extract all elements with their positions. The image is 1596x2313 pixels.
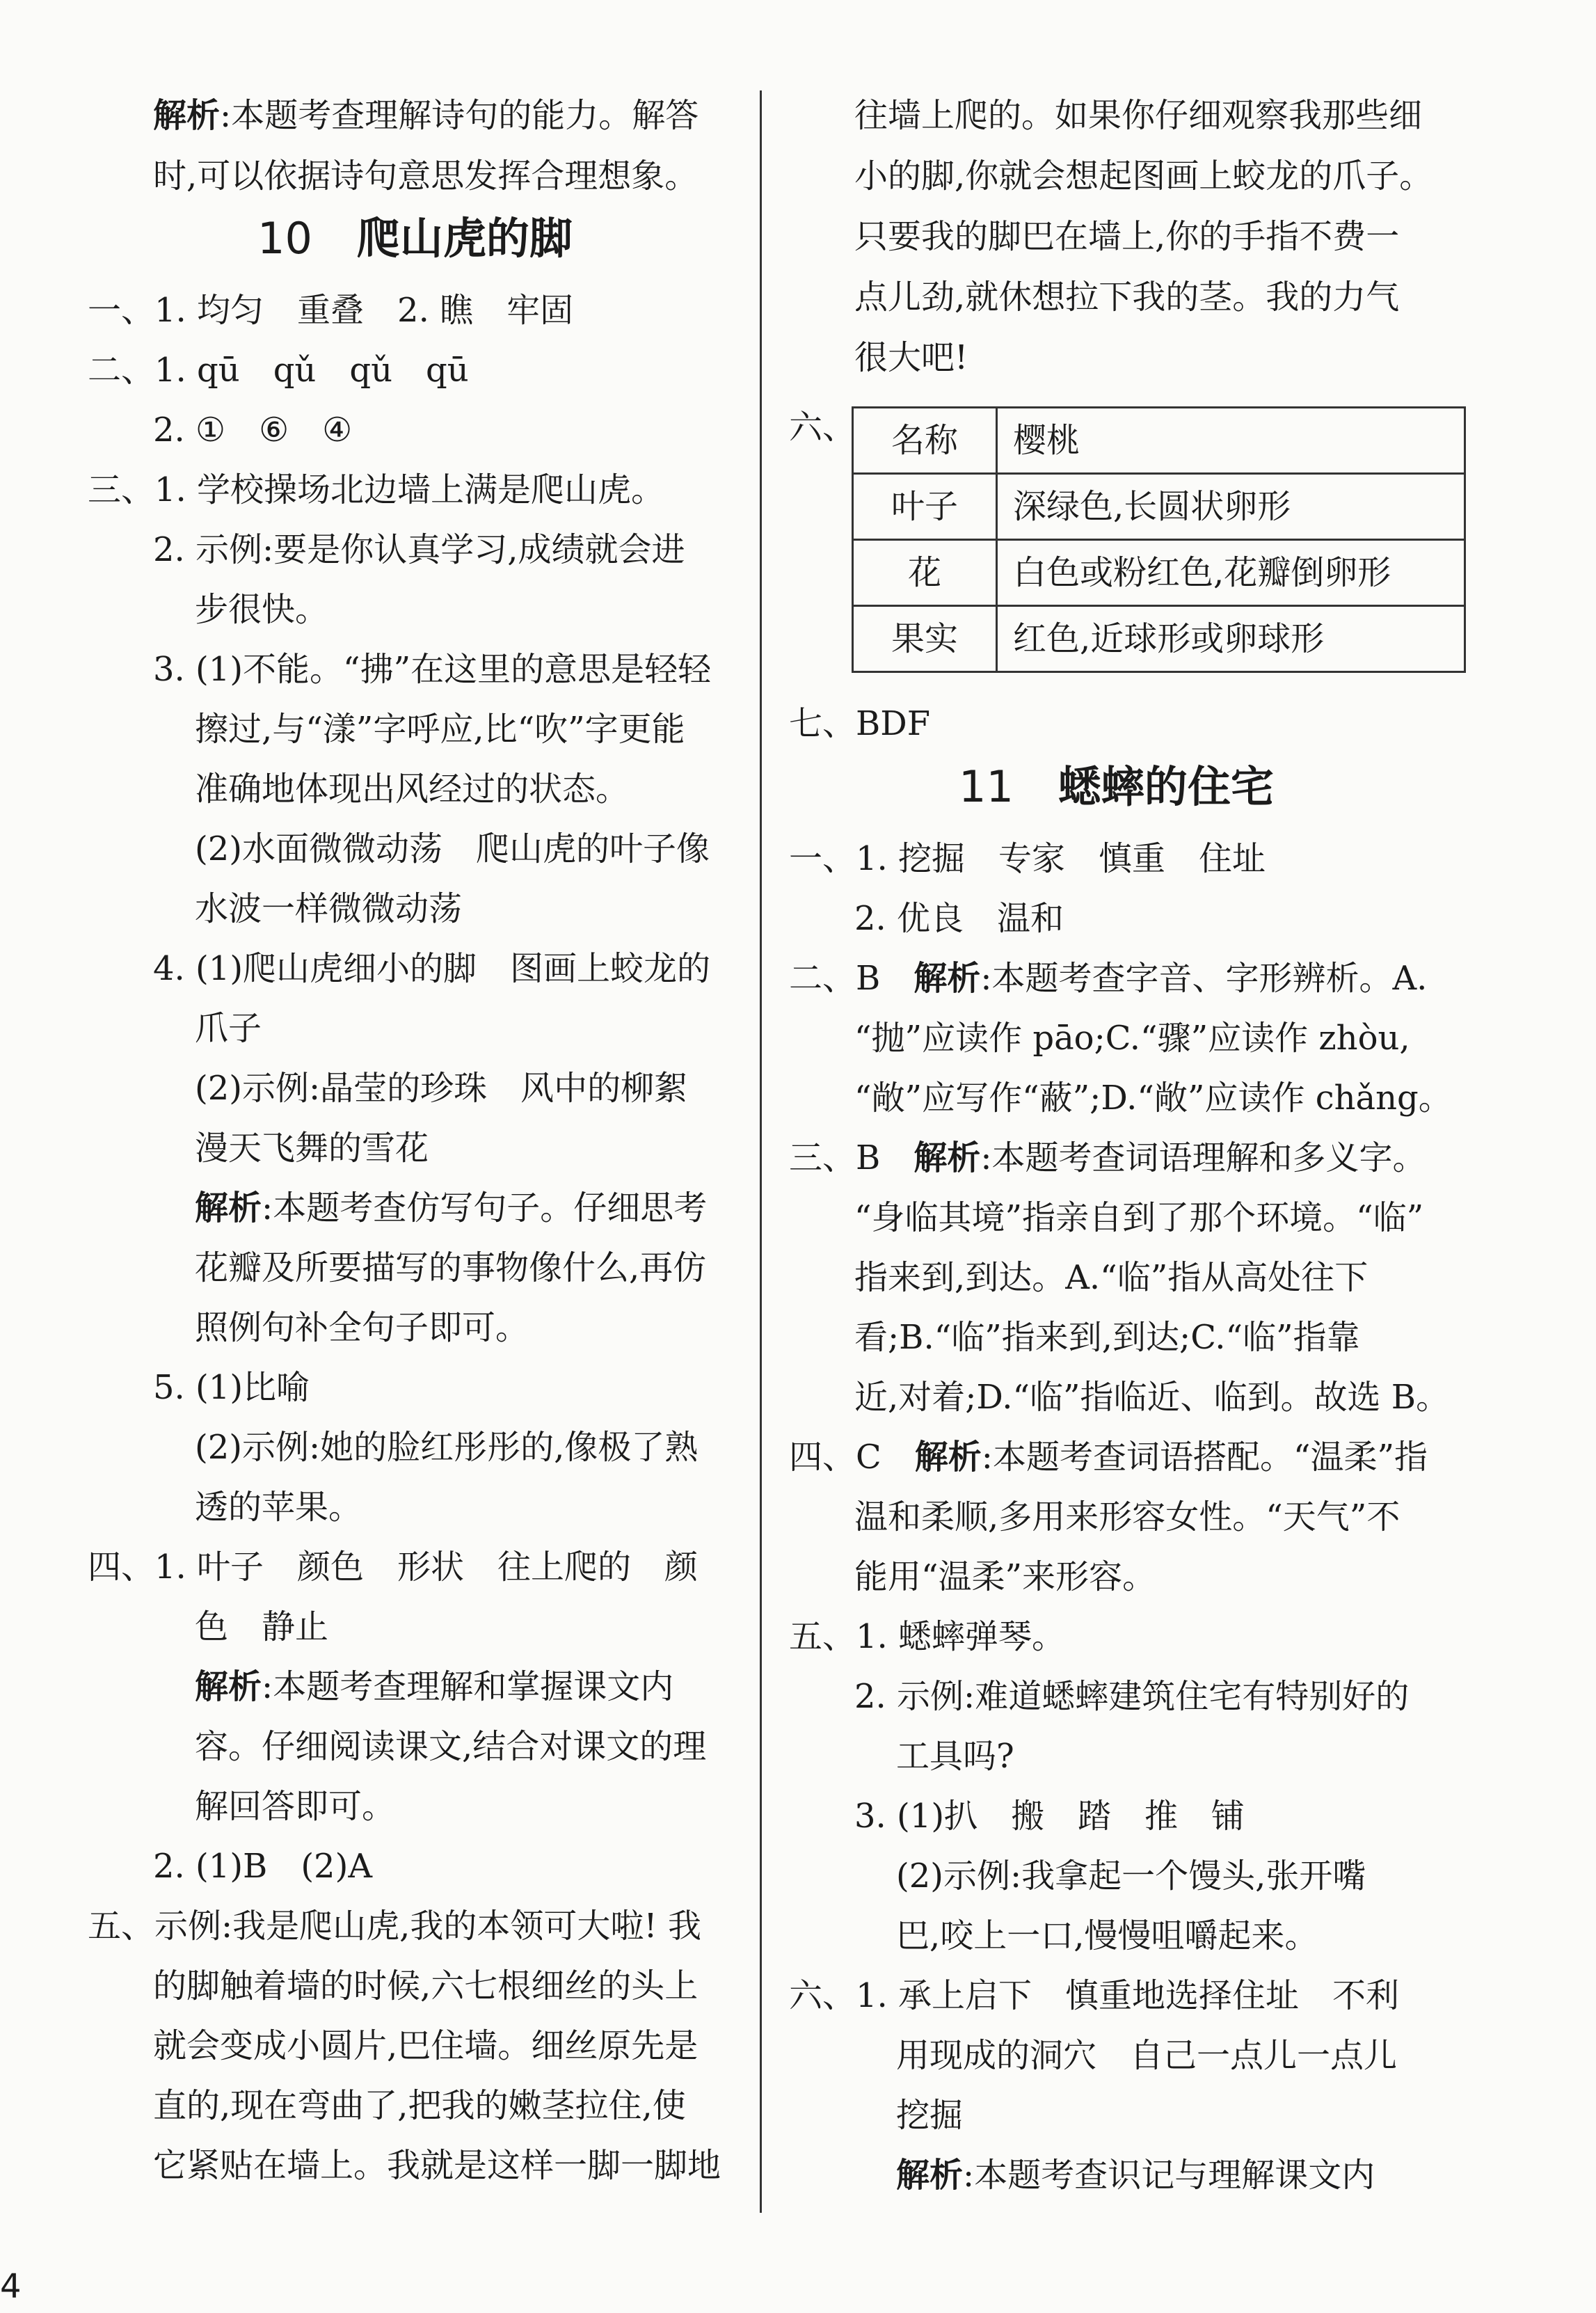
answer-line: 水波一样微微动荡 [195, 889, 463, 928]
table-row [853, 540, 1465, 606]
table-row [853, 408, 1465, 474]
column-divider [760, 90, 762, 2213]
analysis-line: 二、B 解析:本题考查字音、字形辨析。A. [789, 959, 1428, 998]
answer-line: 2. 示例:要是你认真学习,成绩就会进 [153, 530, 685, 569]
answer-line: 只要我的脚巴在墙上,你的手指不费一 [854, 217, 1400, 256]
answer-line: 点儿劲,就休想拉下我的茎。我的力气 [854, 278, 1400, 317]
answer-line: 照例句补全句子即可。 [195, 1308, 529, 1347]
answer-line: 2. (1)B (2)A [153, 1847, 372, 1886]
answer-line: 3. (1)不能。“拂”在这里的意思是轻轻 [153, 650, 712, 689]
answer-line: 的脚触着墙的时候,六七根细丝的头上 [153, 1966, 699, 2005]
answer-line: 指来到,到达。A.“临”指从高处往下 [854, 1258, 1368, 1297]
analysis-line: 三、B 解析:本题考查词语理解和多义字。 [789, 1138, 1426, 1177]
lesson-title-10: 10 爬山虎的脚 [257, 213, 573, 264]
answer-line: 就会变成小圆片,巴住墙。细丝原先是 [153, 2026, 699, 2065]
answer-line: 用现成的洞穴 自己一点儿一点儿 [896, 2036, 1398, 2075]
analysis-label: 解析 [913, 959, 981, 998]
answer-line: 一、1. 均匀 重叠 2. 瞧 牢固 [88, 291, 574, 330]
answer-line: 4. (1)爬山虎细小的脚 图画上蛟龙的 [153, 949, 711, 988]
table-key: 名称 [853, 408, 997, 474]
answer-line: 解回答即可。 [195, 1787, 396, 1826]
answer-line: 透的苹果。 [195, 1488, 362, 1527]
answer-line: 擦过,与“漾”字呼应,比“吹”字更能 [195, 710, 685, 749]
table-key: 花 [853, 540, 997, 606]
answer-line: 色 静止 [195, 1607, 329, 1646]
answer-line: 七、BDF [789, 704, 931, 743]
answer-line: 爪子 [195, 1009, 262, 1048]
table-row [853, 606, 1465, 672]
answer-line: “抛”应读作 pāo;C.“骤”应读作 zhòu, [854, 1019, 1410, 1058]
answer-line: 能用“温柔”来形容。 [854, 1557, 1156, 1596]
answer-line: 容。仔细阅读课文,结合对课文的理 [195, 1727, 707, 1766]
answer-line: 挖掘 [896, 2096, 964, 2135]
table-key: 果实 [853, 606, 997, 672]
answer-line: 小的脚,你就会想起图画上蛟龙的爪子。 [854, 157, 1433, 196]
answer-line: (2)水面微微动荡 爬山虎的叶子像 [195, 829, 710, 868]
analysis-label: 解析 [913, 1138, 981, 1177]
analysis-label: 解析 [195, 1189, 262, 1227]
lesson-title-11: 11 蟋蟀的住宅 [959, 761, 1274, 812]
analysis-line: 解析:本题考查识记与理解课文内 [896, 2156, 1375, 2195]
answer-line: 准确地体现出风经过的状态。 [195, 770, 630, 809]
answer-line: 花瓣及所要描写的事物像什么,再仿 [195, 1248, 707, 1287]
analysis-label: 解析 [153, 96, 221, 135]
answer-line: 巴,咬上一口,慢慢咀嚼起来。 [896, 1916, 1318, 1955]
analysis-line: 解析:本题考查仿写句子。仔细思考 [195, 1189, 708, 1227]
answer-line: 2. ① ⑥ ④ [153, 411, 353, 450]
answer-line: 直的,现在弯曲了,把我的嫩茎拉住,使 [153, 2086, 686, 2125]
answer-line: 四、1. 叶子 颜色 形状 往上爬的 颜 [88, 1548, 699, 1587]
answer-line: (2)示例:她的脸红彤彤的,像极了熟 [195, 1428, 699, 1467]
answer-line: 看;B.“临”指来到,到达;C.“临”指靠 [854, 1318, 1360, 1357]
answer-line: 五、1. 蟋蟀弹琴。 [789, 1617, 1066, 1656]
analysis-line: 四、C 解析:本题考查词语搭配。“温柔”指 [789, 1438, 1428, 1477]
page-number: 4 [0, 2267, 22, 2306]
answer-line: 五、示例:我是爬山虎,我的本领可大啦! 我 [88, 1907, 701, 1946]
analysis-line: 解析:本题考查理解和掌握课文内 [195, 1667, 674, 1706]
table-value: 白色或粉红色,花瓣倒卵形 [997, 540, 1465, 606]
answer-line: 温和柔顺,多用来形容女性。“天气”不 [854, 1497, 1401, 1536]
answer-line: (2)示例:晶莹的珍珠 风中的柳絮 [195, 1069, 688, 1108]
answer-line: 2. 优良 温和 [854, 899, 1064, 938]
answer-line: 很大吧! [854, 338, 968, 377]
answer-line: 3. (1)扒 搬 踏 推 铺 [854, 1797, 1245, 1836]
answer-line: 5. (1)比喻 [153, 1368, 310, 1407]
analysis-label: 解析 [195, 1667, 262, 1706]
answer-line: 一、1. 挖掘 专家 慎重 住址 [789, 839, 1266, 878]
answer-line: 它紧贴在墙上。我就是这样一脚一脚地 [153, 2146, 721, 2185]
answer-line: (2)示例:我拿起一个馒头,张开嘴 [896, 1857, 1366, 1895]
table-key: 叶子 [853, 474, 997, 540]
answer-line: 往墙上爬的。如果你仔细观察我那些细 [854, 96, 1423, 135]
analysis-line: 解析:本题考查理解诗句的能力。解答 [153, 96, 699, 135]
analysis-line: 时,可以依据诗句意思发挥合理想象。 [153, 157, 699, 196]
analysis-label: 解析 [896, 2156, 964, 2195]
answer-line: “身临其境”指亲自到了那个环境。“临” [854, 1198, 1424, 1237]
answer-line: 六、1. 承上启下 慎重地选择住址 不利 [789, 1976, 1400, 2015]
analysis-label: 解析 [914, 1438, 982, 1477]
answer-line: 二、1. qū qǔ qǔ qū [88, 351, 469, 390]
answer-line: 工具吗? [896, 1737, 1014, 1776]
table-row [853, 474, 1465, 540]
answer-line: 2. 示例:难道蟋蟀建筑住宅有特别好的 [854, 1677, 1410, 1716]
cherry-table [852, 406, 1466, 673]
answer-line: 漫天飞舞的雪花 [195, 1129, 429, 1168]
table-value: 樱桃 [997, 408, 1465, 474]
table-value: 深绿色,长圆状卵形 [997, 474, 1465, 540]
table-value: 红色,近球形或卵球形 [997, 606, 1465, 672]
answer-line: 步很快。 [195, 590, 329, 629]
question-label-six: 六、 [789, 408, 856, 447]
answer-line: 近,对着;D.“临”指临近、临到。故选 B。 [854, 1378, 1450, 1417]
answer-line: 三、1. 学校操场北边墙上满是爬山虎。 [88, 470, 665, 509]
answer-line: “敞”应写作“蔽”;D.“敞”应读作 chǎng。 [854, 1079, 1452, 1118]
